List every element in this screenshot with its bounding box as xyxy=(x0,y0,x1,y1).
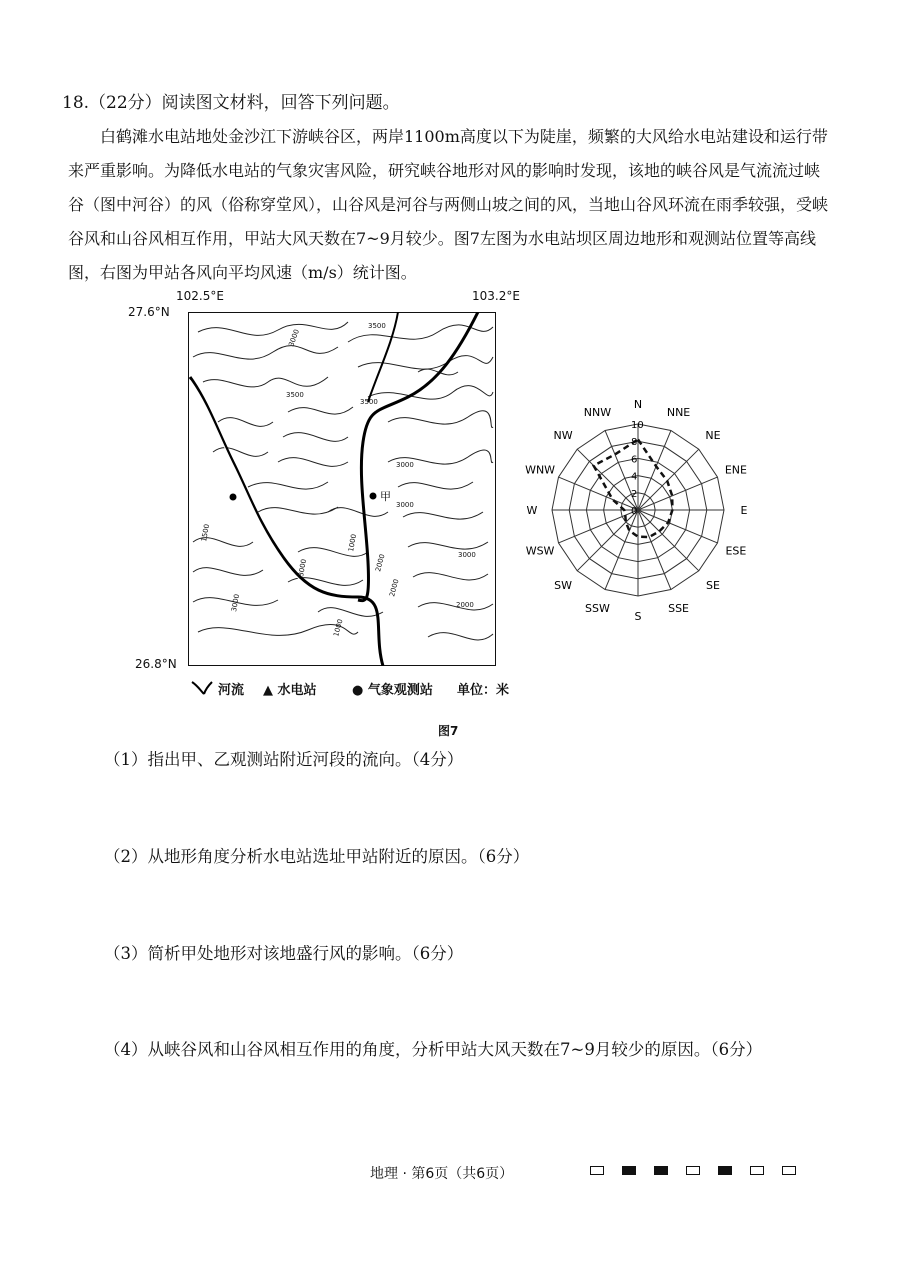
contour-label: 3000 xyxy=(396,501,414,509)
rose-direction-label: WNW xyxy=(525,463,556,477)
contour-label: 3000 xyxy=(287,328,301,348)
wind-rose-chart xyxy=(525,388,785,628)
rose-direction-label: SW xyxy=(554,578,572,592)
contour-map xyxy=(188,312,496,666)
rose-direction-label: WSW xyxy=(525,544,555,558)
rose-direction-label: N xyxy=(633,398,643,411)
rose-direction-label: NNE xyxy=(666,406,691,420)
contour-label: 3000 xyxy=(396,461,414,469)
page-mark xyxy=(750,1166,764,1175)
legend-unit: 单位：米 xyxy=(457,683,510,698)
rose-tick-label: 4 xyxy=(631,471,638,483)
rose-direction-label: NNW xyxy=(583,406,612,420)
contour-label: 3500 xyxy=(368,322,386,330)
contour-label: 3500 xyxy=(360,398,378,406)
page-mark xyxy=(686,1166,700,1175)
station-jia-label: 甲 xyxy=(380,490,391,503)
page-footer: 地理 · 第6页（共6页） xyxy=(370,1166,514,1182)
rose-direction-label: ESE xyxy=(725,544,747,558)
legend-hydro: ▲ 水电站 xyxy=(263,683,317,698)
page-mark xyxy=(622,1166,636,1175)
contour-label: 1500 xyxy=(200,523,212,543)
rose-tick-label: 0 xyxy=(631,506,638,517)
station-jia-dot xyxy=(370,493,377,500)
subquestion-2: （2）从地形角度分析水电站选址甲站附近的原因。（6分） xyxy=(104,847,530,866)
lat-bottom-label: 26.8°N xyxy=(135,657,177,671)
rose-tick-label: 8 xyxy=(631,437,638,449)
rose-tick-label: 10 xyxy=(631,420,644,431)
rose-tick-label: 2 xyxy=(631,488,638,500)
contour-label: 3000 xyxy=(230,593,242,613)
contour-label: 3500 xyxy=(286,391,304,399)
page-mark xyxy=(782,1166,796,1175)
rose-direction-label: E xyxy=(740,504,748,517)
contour-label: 1000 xyxy=(332,618,345,638)
rose-direction-label: ENE xyxy=(724,463,748,477)
contour-label: 2000 xyxy=(388,578,401,598)
figure-caption: 图7 xyxy=(438,724,459,738)
rose-direction-label: SSW xyxy=(585,601,610,615)
contour-label: 2000 xyxy=(374,553,387,573)
contour-label: 3000 xyxy=(458,551,476,559)
page-mark xyxy=(590,1166,604,1175)
question-title: 18.（22分）阅读图文材料，回答下列问题。 xyxy=(62,93,400,113)
station-yi-dot xyxy=(230,494,237,501)
rose-direction-label: SE xyxy=(705,578,720,592)
rose-spoke xyxy=(577,510,638,571)
legend-station: ● 气象观测站 xyxy=(352,683,433,698)
rose-spoke xyxy=(638,449,699,510)
rose-direction-label: W xyxy=(526,504,538,517)
rose-direction-label: SSE xyxy=(668,601,690,615)
rose-direction-label: S xyxy=(634,610,642,623)
subquestion-3: （3）简析甲处地形对该地盛行风的影响。（6分） xyxy=(104,944,464,963)
rose-tick-label: 6 xyxy=(631,454,638,466)
river-legend-icon xyxy=(190,680,214,696)
contour-label: 1000 xyxy=(347,533,359,553)
subquestion-4: （4）从峡谷风和山谷风相互作用的角度，分析甲站大风天数在7~9月较少的原因。（6分） xyxy=(104,1040,763,1059)
lon-right-label: 103.2°E xyxy=(472,289,520,303)
contour-label: 3000 xyxy=(297,558,309,578)
page-mark xyxy=(718,1166,732,1175)
page-mark xyxy=(654,1166,668,1175)
subquestion-1: （1）指出甲、乙观测站附近河段的流向。（4分） xyxy=(104,750,464,769)
question-paragraph: 白鹤滩水电站地处金沙江下游峡谷区，两岸1100m高度以下为陡崖，频繁的大风给水电站建设和运行带来严重影响。为降低水电站的气象灾害风险，研究峡谷地形对风的影响时发现，该地的峡谷风是气流流过峡谷（图中河谷）的风（俗称穿堂风），山谷风是河谷与两侧山坡之间的风，当地山谷风环流在雨季较强，受峡谷风和山谷风相互作用，甲站大风天数在7~9月较少。图7左图为水电站坝区周边地形和观测站位置等高线图，右图为甲站各风向平均风速（m/s）统计图。 xyxy=(68,127,829,282)
lon-left-label: 102.5°E xyxy=(176,289,224,303)
legend-river: 河流 xyxy=(218,683,245,698)
contour-label: 2000 xyxy=(456,601,474,609)
lat-top-label: 27.6°N xyxy=(128,305,170,319)
rose-direction-label: NE xyxy=(705,429,721,443)
rose-direction-label: NW xyxy=(553,429,573,443)
